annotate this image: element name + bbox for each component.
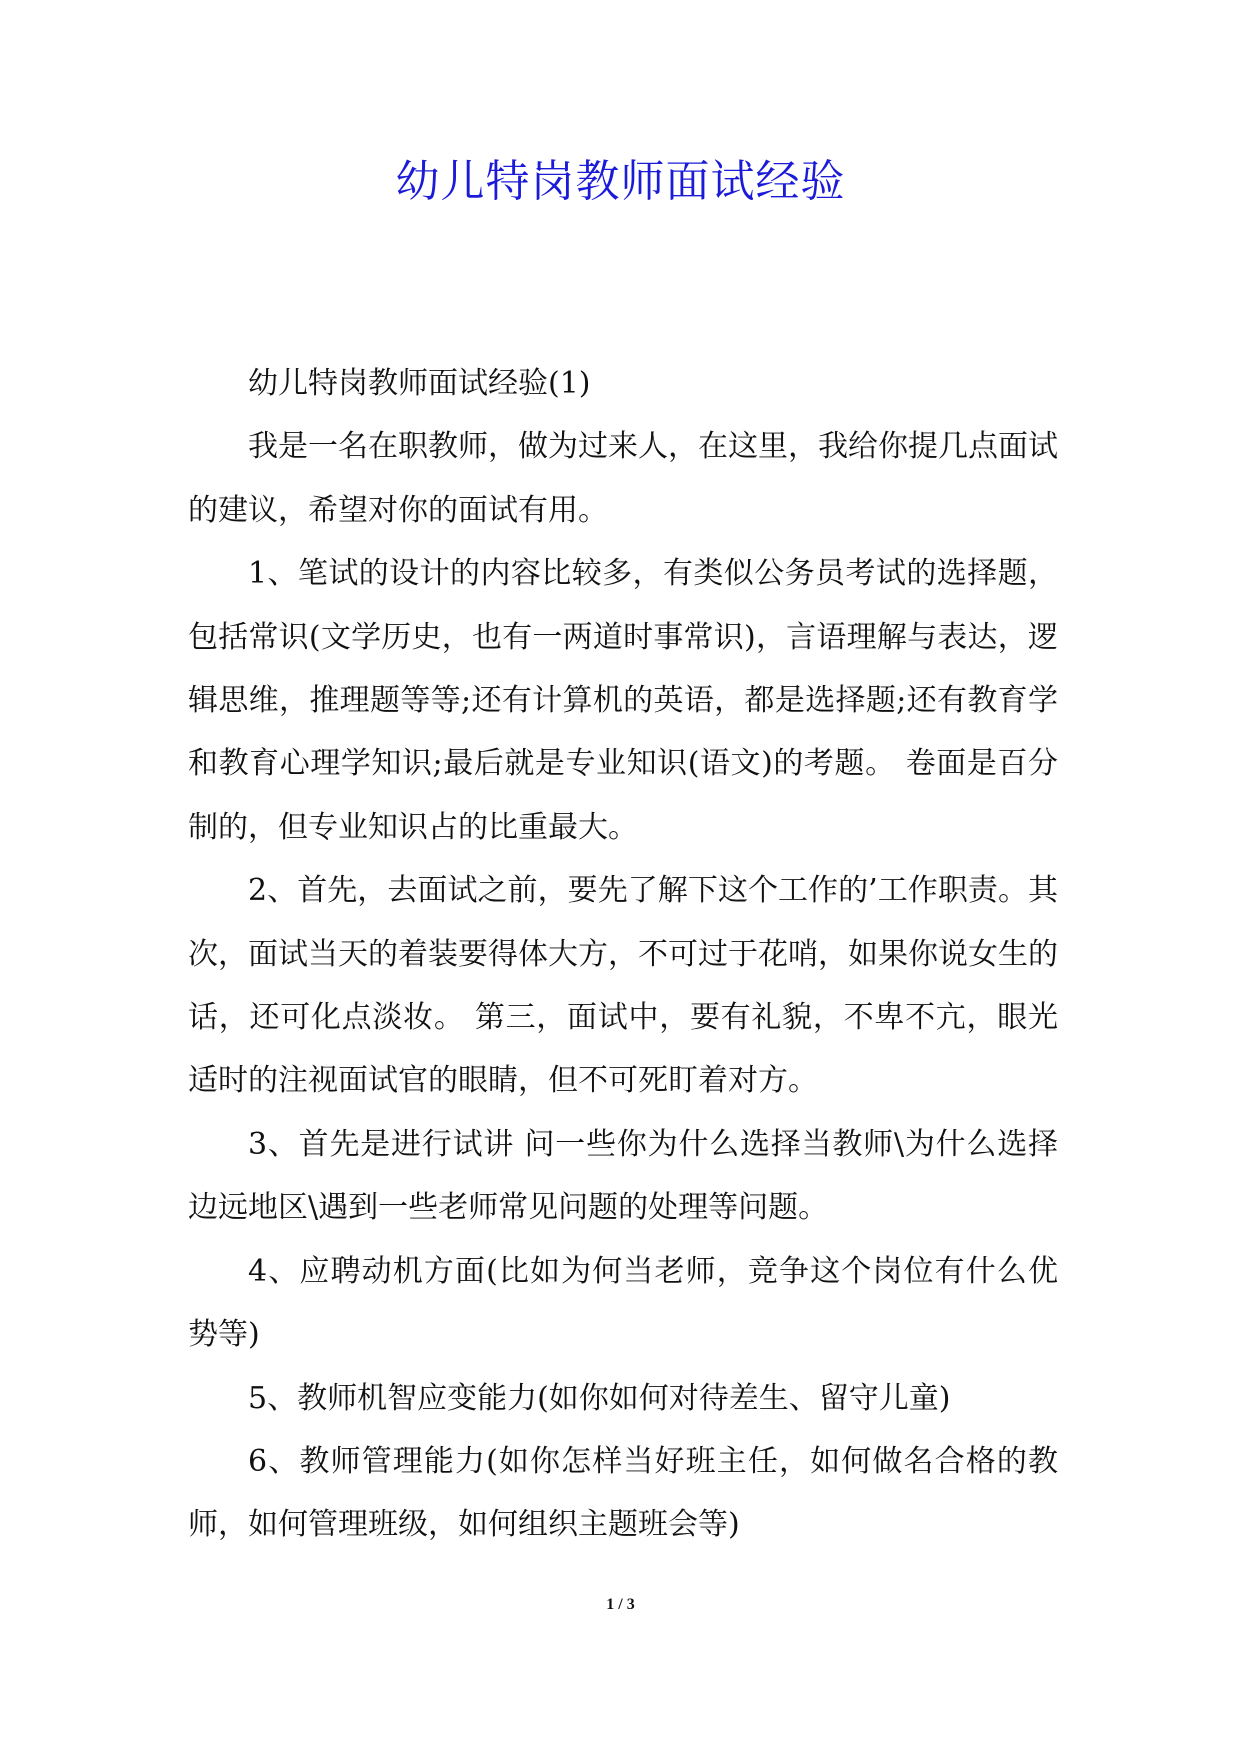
paragraph-intro: 我是一名在职教师，做为过来人，在这里，我给你提几点面试的建议，希望对你的面试有用。 xyxy=(188,429,1058,528)
paragraph-heading: 幼儿特岗教师面试经验(1) xyxy=(248,366,591,401)
document-title: 幼儿特岗教师面试经验 xyxy=(395,156,846,207)
paragraph-item-5: 5、教师机智应变能力(如你如何对待差生、留守儿童) xyxy=(248,1380,951,1416)
paragraph-item-6: 6、教师管理能力(如你怎样当好班主任，如何做名合格的教师，如何管理班级，如何组织主题班会等) xyxy=(188,1443,1058,1543)
page-number: 1 / 3 xyxy=(606,1596,635,1613)
paragraph-item-4: 4、应聘动机方面(比如为何当老师，竞争这个岗位有什么优势等) xyxy=(188,1253,1058,1353)
document-body xyxy=(188,352,1058,1557)
paragraph-item-3: 3、首先是进行试讲 问一些你为什么选择当教师\为什么选择边远地区\遇到一些老师常见问题的处理等问题。 xyxy=(188,1126,1058,1226)
paragraph-item-2: 2、首先，去面试之前，要先了解下这个工作的’工作职责。其次，面试当天的着装要得体大方，不可过于花哨，如果你说女生的话，还可化点淡妆。 第三，面试中，要有礼貌，不卑不亢，眼光适时的注视面试官的眼睛，但不可死盯着对方。 xyxy=(188,873,1058,1099)
paragraph-item-1: 1、笔试的设计的内容比较多，有类似公务员考试的选择题，包括常识(文学历史，也有一两道时事常识)，言语理解与表达，逻辑思维，推理题等等;还有计算机的英语，都是选择题;还有教育学和教育心理学知识;最后就是专业知识(语文)的考题。 卷面是百分制的，但专业知识占的比重最大。 xyxy=(188,556,1058,845)
